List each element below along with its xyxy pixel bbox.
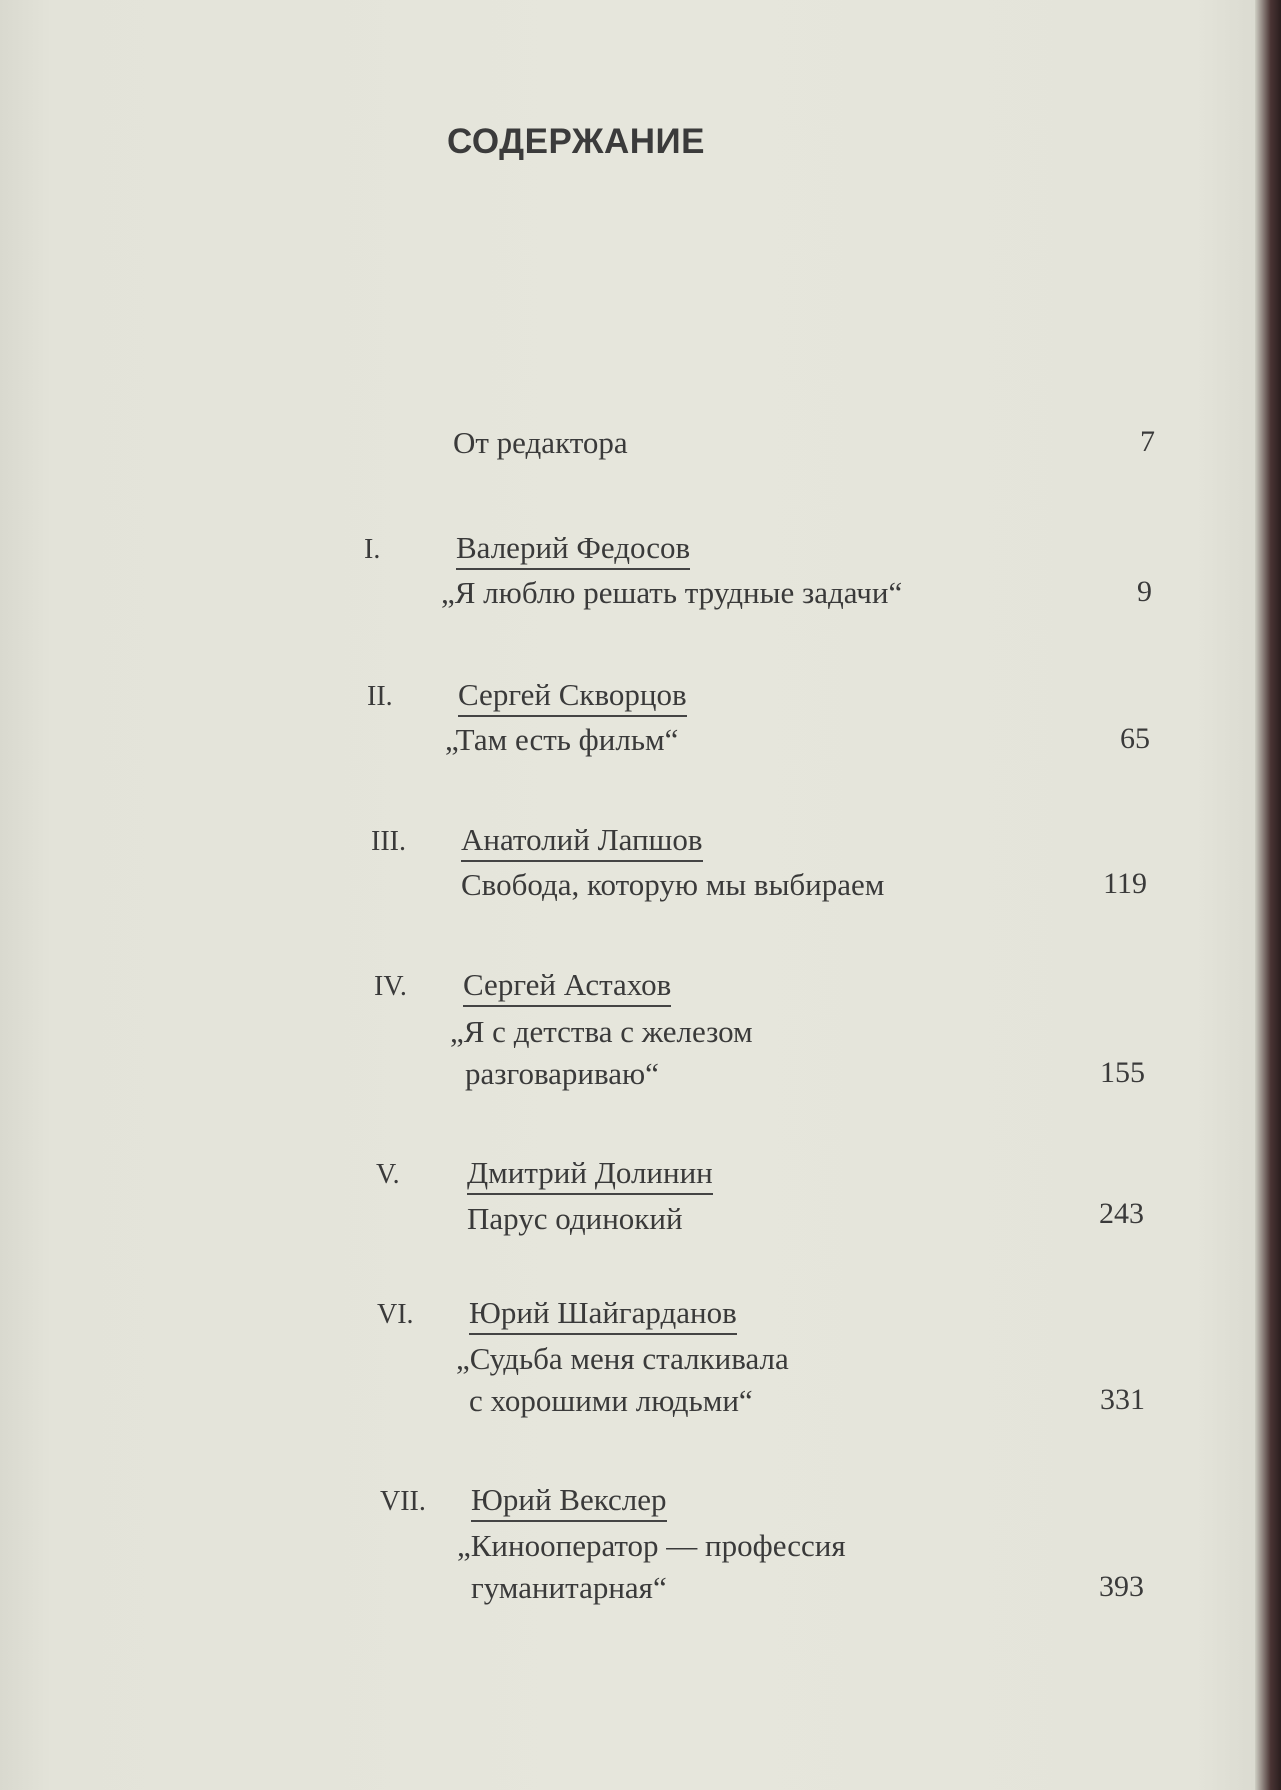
entry-title-line: разговариваю“ [465,1056,659,1091]
entry-page-number: 393 [1099,1570,1144,1603]
entry-page-number: 119 [1103,867,1147,900]
entry-author: Сергей Скворцов [458,677,687,717]
entry-author: Юрий Шайгарданов [469,1295,737,1335]
entry-title-line: „Там есть фильм“ [445,722,679,757]
entry-author: Анатолий Лапшов [461,822,703,862]
entry-title-line: „Кинооператор — профессия [457,1528,846,1563]
entry-numeral: I. [364,534,381,565]
entry-page-number: 243 [1099,1197,1144,1230]
entry-title-line: Парус одинокий [467,1201,683,1236]
entry-numeral: VII. [380,1486,426,1517]
entry-page-number: 155 [1100,1056,1145,1089]
entry-title: От редактора [453,425,628,460]
entry-numeral: IV. [374,971,407,1002]
entry-title-line: „Я с детства с железом [450,1014,753,1049]
entry-page-number: 9 [1137,575,1152,608]
entry-title-line: „Судьба меня сталкивала [456,1341,789,1376]
page-title: СОДЕРЖАНИЕ [447,122,706,161]
entry-author: Дмитрий Долинин [467,1155,713,1195]
entry-page-number: 7 [1140,425,1155,458]
entry-numeral: V. [376,1159,400,1190]
entry-title-line: „Я люблю решать трудные задачи“ [441,575,903,610]
entry-page-number: 65 [1120,722,1150,755]
entry-numeral: III. [371,826,406,857]
entry-author: Юрий Векслер [471,1482,667,1522]
book-binding-edge [1255,0,1281,1790]
entry-numeral: II. [367,681,393,712]
entry-numeral: VI. [377,1299,414,1330]
entry-author: Валерий Федосов [456,530,690,570]
entry-author: Сергей Астахов [463,967,671,1007]
entry-title-line: гуманитарная“ [471,1570,667,1605]
entry-title-line: с хорошими людьми“ [469,1383,753,1418]
entry-title-line: Свобода, которую мы выбираем [461,867,885,902]
entry-page-number: 331 [1100,1383,1145,1416]
